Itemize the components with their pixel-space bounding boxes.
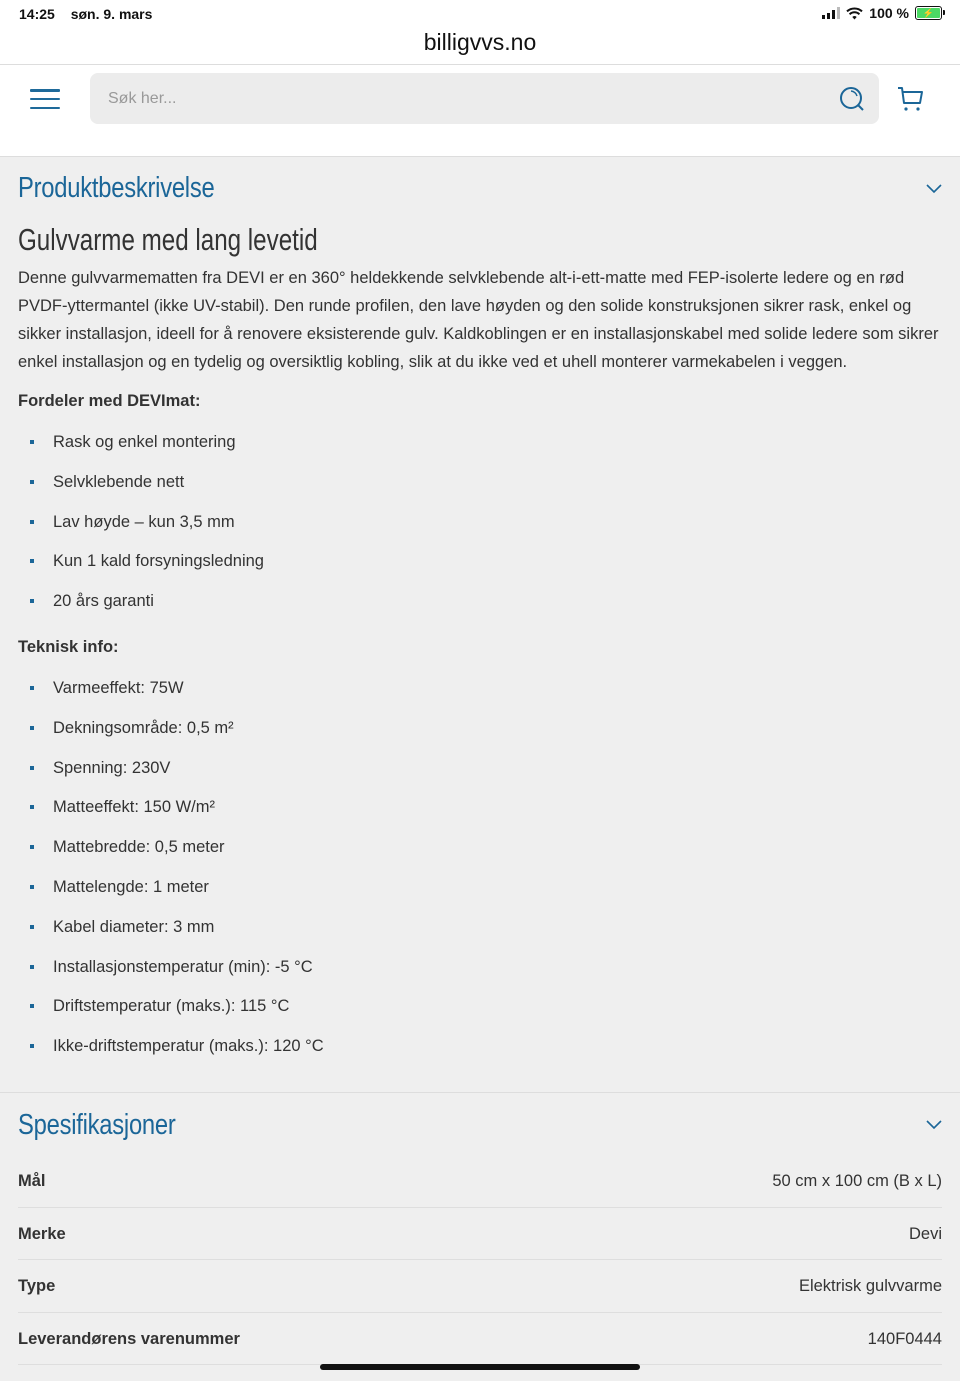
cellular-signal-icon [822,7,840,19]
spec-value: 140F0444 [867,1329,942,1348]
status-time-date [19,6,164,22]
spec-value: Devi [908,1224,942,1243]
spec-value: Elektrisk gulvvarme [798,1277,942,1296]
list-item: Lav høyde – kun 3,5 mm [18,512,264,552]
status-bar [0,0,960,28]
tech-info-label: Teknisk info: [18,638,119,656]
list-item: Matteeffekt: 150 W/m² [18,797,324,837]
battery-percent: 100 % [869,5,909,21]
list-item: Dekningsområde: 0,5 m² [18,718,324,758]
search-icon[interactable] [839,86,865,112]
tech-info-list [18,678,324,1076]
list-item: Kun 1 kald forsyningsledning [18,551,264,591]
search-bar[interactable] [90,73,879,124]
battery-icon: ⚡ [915,6,942,20]
list-item: Rask og enkel montering [18,432,264,472]
spec-key: Merke [18,1224,66,1243]
spec-value: 50 cm x 100 cm (B x L) [772,1172,942,1190]
spec-key: Mål [18,1172,46,1190]
table-row [18,1313,942,1366]
product-description-section [0,158,960,222]
home-indicator[interactable] [320,1364,640,1370]
section-title-description: Produktbeskrivelse [18,172,215,204]
status-date: søn. 9. mars [70,6,153,22]
url-text[interactable]: billigvvs.no [423,29,537,55]
section-title-specifications: Spesifikasjoner [18,1109,176,1141]
list-item: Selvklebende nett [18,472,264,512]
table-row [18,1260,942,1313]
wifi-icon [846,7,863,20]
benefits-label: Fordeler med DEVImat: [18,392,201,410]
list-item: Driftstemperatur (maks.): 115 °C [18,996,324,1036]
status-time: 14:25 [19,6,55,22]
list-item: 20 års garanti [18,591,264,631]
hamburger-menu-icon[interactable] [30,89,60,109]
list-item: Varmeeffekt: 75W [18,678,324,718]
list-item: Spenning: 230V [18,758,324,798]
specifications-accordion-header[interactable] [0,1093,960,1157]
list-item: Kabel diameter: 3 mm [18,917,324,957]
list-item: Mattelengde: 1 meter [18,877,324,917]
chevron-down-icon[interactable] [926,1120,942,1130]
description-accordion-header[interactable] [0,158,960,222]
list-item: Mattebredde: 0,5 meter [18,837,324,877]
benefits-list [18,432,264,631]
specifications-section [0,1093,960,1157]
site-header [0,65,960,157]
description-paragraph: Denne gulvvarmematten fra DEVI er en 360° heldekkende selvklebende alt-i-ett-matte med FEP-isolerte ledere og en rød PVDF-yttermantel (ikke UV-stabil). Den runde profilen, den lave høyden og den solide konstruksjonen sikrer rask, enkel og sikker installasjon, ideell for å renovere eksisterende gulv. Kaldkoblingen er en installasjonskabel med solide ledere som sikrer enkel installasjon og en tydelig og oversiktlig kobling, slik at du ikke ved et uhell monterer varmekabelen i veggen. [18,269,939,371]
specifications-table [18,1155,942,1365]
search-input[interactable] [108,73,808,124]
list-item: Installasjonstemperatur (min): -5 °C [18,957,324,997]
product-heading: Gulvvarme med lang levetid [18,222,318,257]
table-row [18,1155,942,1208]
list-item: Ikke-driftstemperatur (maks.): 120 °C [18,1036,324,1076]
status-indicators [822,5,942,21]
browser-address-bar[interactable] [0,28,960,65]
chevron-down-icon[interactable] [926,184,942,194]
spec-key: Type [18,1277,56,1296]
spec-key: Leverandørens varenummer [18,1329,240,1348]
cart-icon[interactable] [897,85,925,113]
table-row [18,1208,942,1261]
